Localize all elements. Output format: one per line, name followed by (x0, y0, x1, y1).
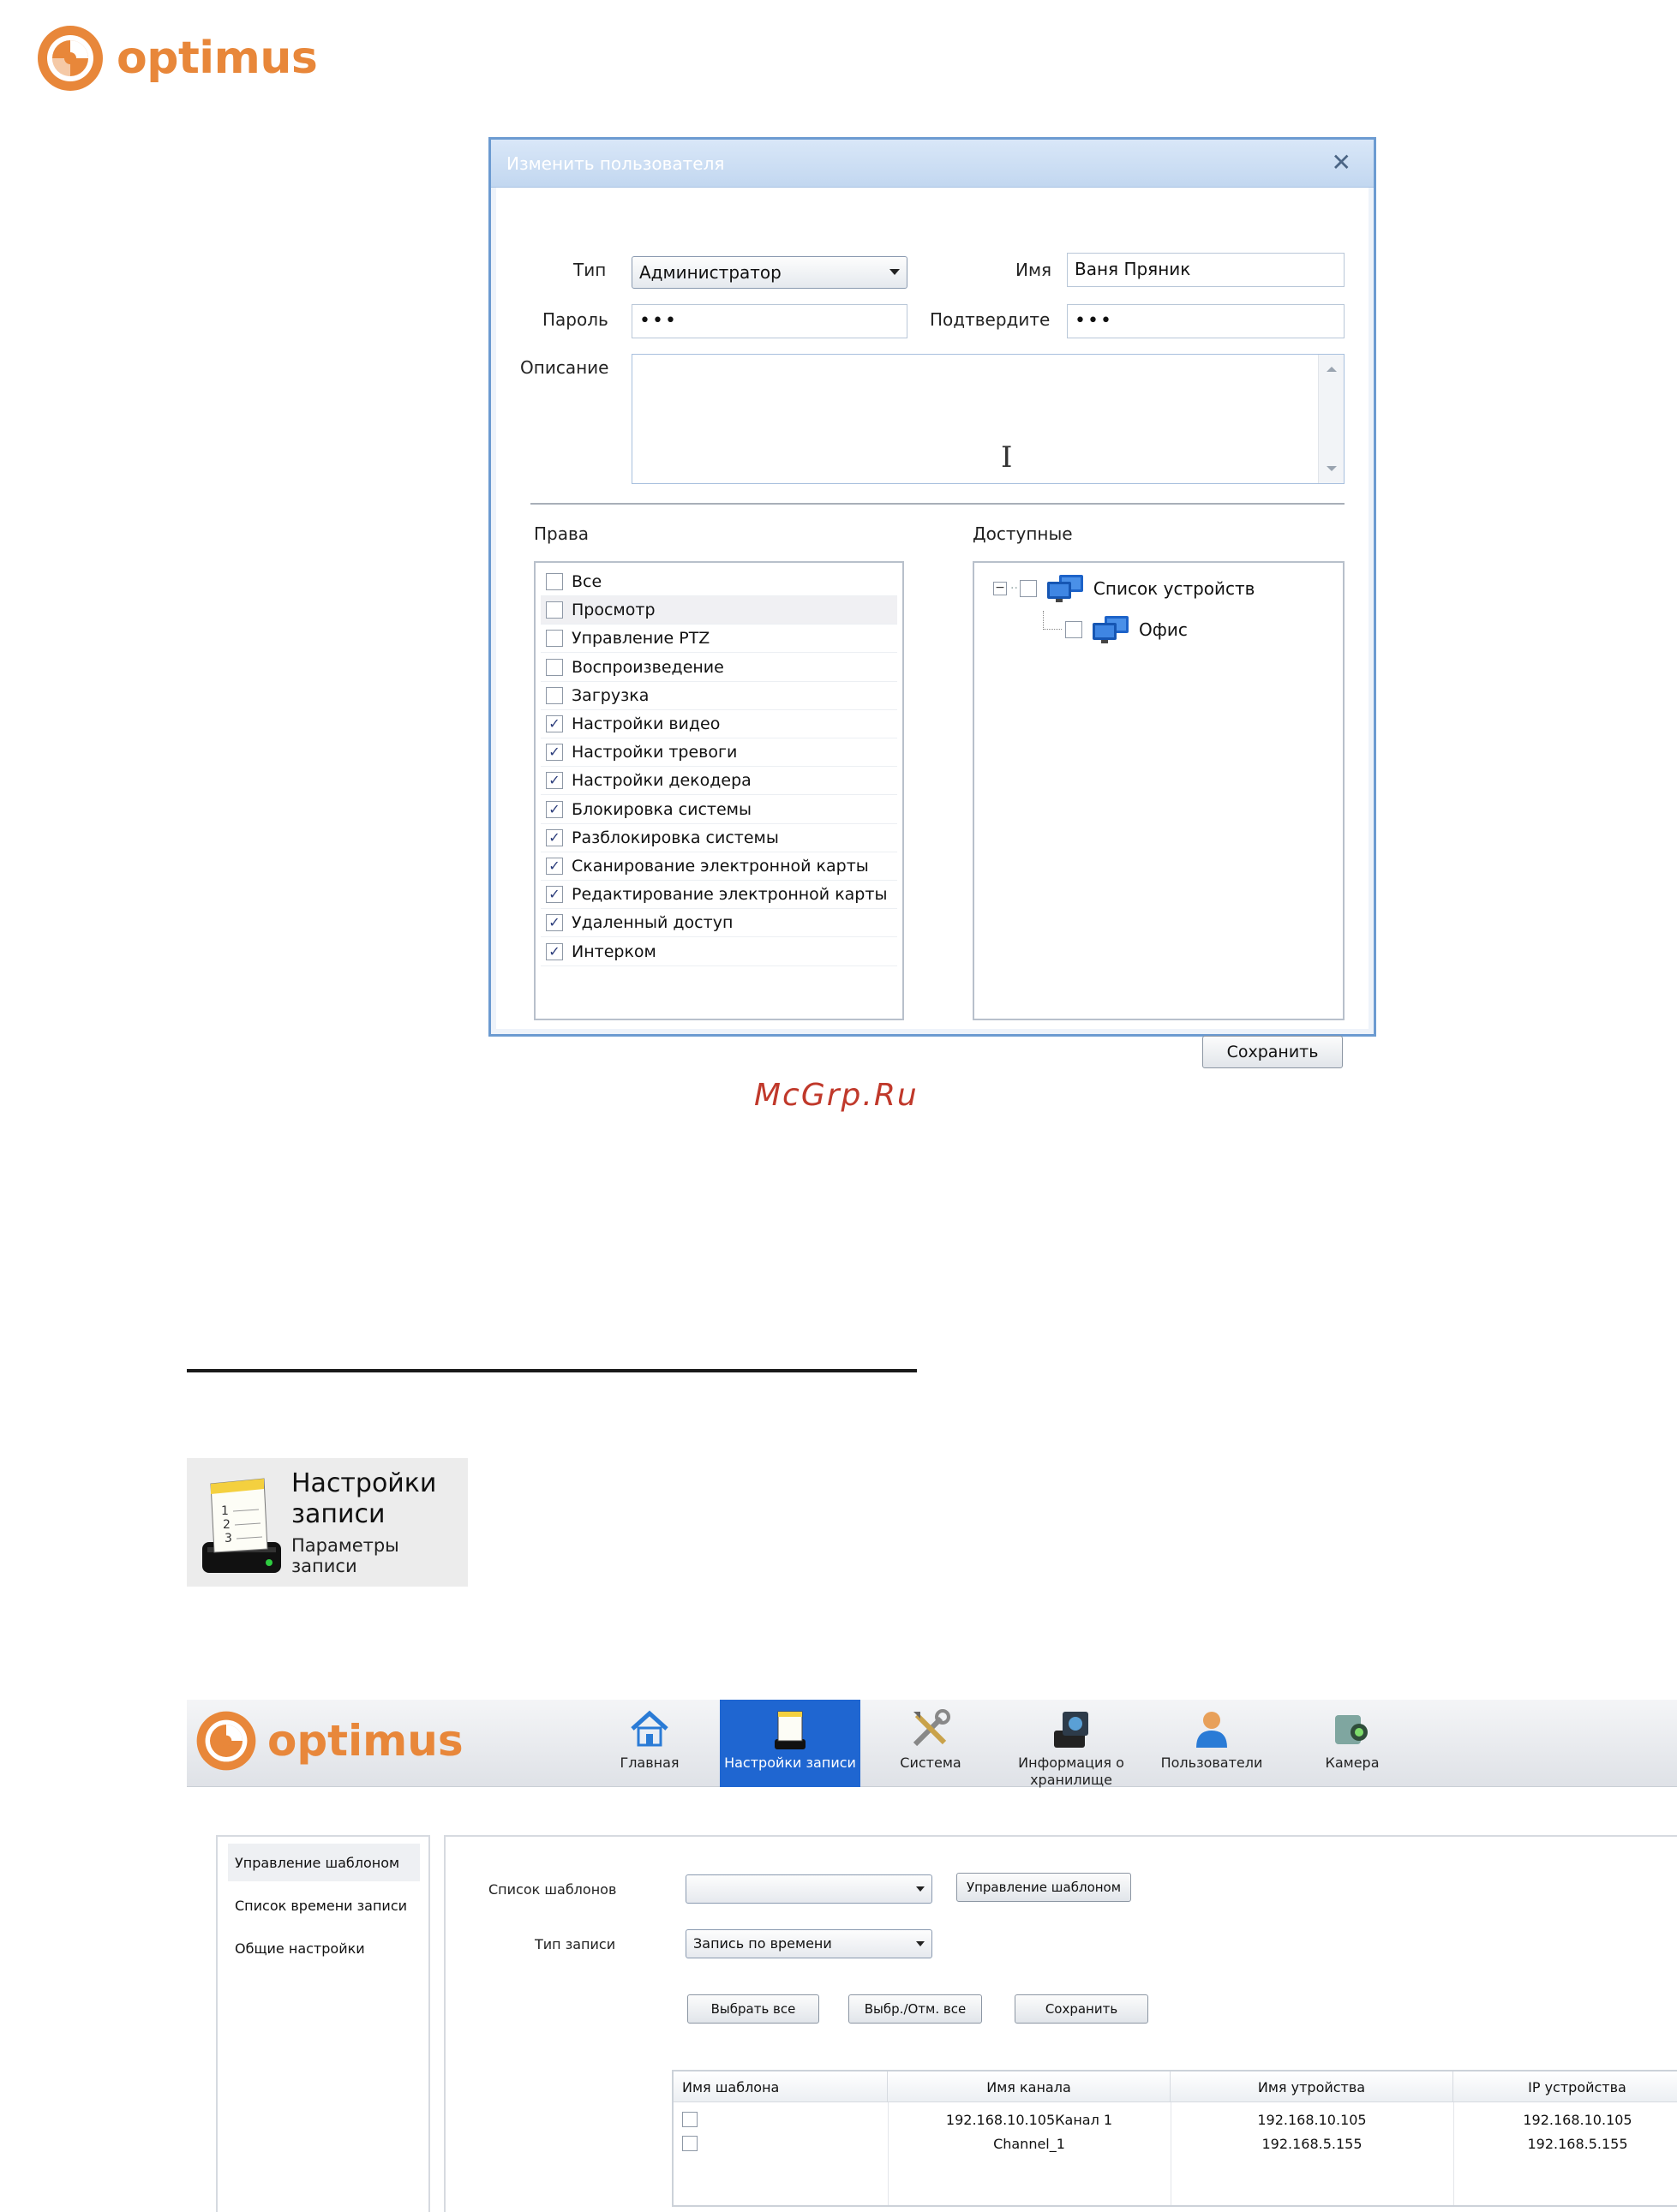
card-title-line1: Настройки (291, 1468, 437, 1498)
dialog-title: Изменить пользователя (506, 153, 725, 174)
row-device: 192.168.5.155 (1261, 2135, 1363, 2152)
permission-label: Редактирование электронной карты (572, 885, 888, 905)
recording-settings-app (187, 1700, 1677, 2212)
name-label: Имя (1015, 260, 1052, 280)
permission-checkbox[interactable]: ✓ (546, 943, 563, 960)
permission-label: Сканирование электронной карты (572, 857, 869, 876)
office-checkbox[interactable] (1065, 621, 1082, 638)
permission-item[interactable] (541, 881, 897, 909)
nav-camera-label: Камера (1325, 1755, 1380, 1771)
permissions-list[interactable] (534, 561, 904, 1020)
permission-checkbox[interactable] (546, 573, 563, 590)
permission-item[interactable] (541, 796, 897, 824)
nav-storage-info-label: Информация о хранилище (1018, 1755, 1124, 1788)
col-channel-name[interactable]: Имя канала (888, 2072, 1171, 2102)
watermark: McGrp.Ru (754, 1078, 919, 1113)
permission-item[interactable] (541, 710, 897, 738)
camera-icon (1328, 1705, 1376, 1753)
optimus-logo-icon (34, 22, 106, 94)
nav-system-label: Система (900, 1755, 961, 1771)
card-subtitle: Параметры записи (291, 1535, 399, 1576)
permission-label: Управление PTZ (572, 629, 710, 649)
permission-checkbox[interactable]: ✓ (546, 858, 563, 875)
permission-item[interactable] (541, 767, 897, 795)
save-button[interactable]: Сохранить (1202, 1036, 1343, 1068)
type-label: Тип (573, 260, 607, 280)
record-settings-icon (195, 1467, 284, 1578)
sidebar-item-template-management[interactable]: Управление шаблоном (228, 1844, 420, 1881)
scroll-up-icon[interactable] (1327, 367, 1337, 372)
permission-label: Просмотр (572, 601, 656, 620)
scroll-down-icon[interactable] (1327, 466, 1337, 471)
permission-checkbox[interactable]: ✓ (546, 801, 563, 818)
app-topbar (187, 1700, 1677, 1787)
nav-home-label: Главная (620, 1755, 680, 1771)
sidebar (216, 1835, 430, 2212)
tools-icon (907, 1705, 955, 1753)
permission-item[interactable] (541, 852, 897, 881)
dialog-titlebar[interactable] (491, 140, 1374, 188)
app-brand-name: optimus (267, 1716, 464, 1766)
permission-item[interactable] (541, 824, 897, 852)
nav-system[interactable] (860, 1700, 1001, 1787)
col-template-name[interactable]: Имя шаблона (674, 2072, 888, 2102)
template-table (672, 2070, 1677, 2207)
device-list-label: Список устройств (1093, 578, 1255, 599)
description-textarea[interactable] (632, 354, 1345, 484)
permission-label: Разблокировка системы (572, 828, 779, 847)
permission-label: Интерком (572, 942, 656, 961)
permission-checkbox[interactable]: ✓ (546, 914, 563, 931)
card-title (291, 1468, 436, 1530)
permission-item[interactable] (541, 909, 897, 937)
dialog-body (496, 188, 1369, 1061)
permission-item[interactable] (541, 682, 897, 710)
row-checkbox[interactable] (682, 2131, 698, 2155)
chevron-down-icon (916, 1941, 925, 1946)
toggle-all-button[interactable]: Выбр./Отм. все (848, 1994, 982, 2024)
name-field[interactable]: Ваня Пряник (1067, 253, 1345, 287)
app-logo (194, 1708, 464, 1773)
chevron-down-icon (889, 269, 900, 275)
col-device-ip[interactable]: IP устройства (1453, 2072, 1677, 2102)
permission-item[interactable] (541, 568, 897, 596)
permission-item[interactable] (541, 596, 897, 625)
nav-camera[interactable] (1282, 1700, 1422, 1787)
rights-label: Права (534, 523, 590, 544)
record-type-label: Тип записи (535, 1936, 616, 1952)
permission-item[interactable] (541, 654, 897, 682)
page-logo (34, 17, 317, 99)
nav-users-label: Пользователи (1160, 1755, 1263, 1771)
description-label: Описание (520, 357, 609, 378)
monitors-icon (1091, 614, 1132, 645)
permission-item[interactable] (541, 625, 897, 653)
permission-label: Все (572, 572, 602, 591)
type-select[interactable] (632, 256, 907, 289)
home-icon (626, 1705, 674, 1753)
permission-label: Загрузка (572, 685, 650, 705)
card-title-line2: записи (291, 1499, 386, 1529)
permission-label: Настройки декодера (572, 771, 752, 791)
type-select-value: Администратор (639, 262, 782, 283)
record-settings-card (187, 1458, 468, 1587)
section-divider (187, 1369, 917, 1372)
confirm-label: Подтвердите (930, 309, 1051, 330)
description-scrollbar[interactable] (1318, 355, 1344, 483)
device-tree[interactable] (973, 561, 1345, 1020)
template-list-label: Список шаблонов (488, 1881, 617, 1898)
sidebar-item-general-settings[interactable]: Общие настройки (235, 1940, 365, 1957)
permission-item[interactable] (541, 738, 897, 767)
record-type-value: Запись по времени (693, 1935, 832, 1952)
record-type-select[interactable] (686, 1929, 932, 1958)
row-ip: 192.168.10.105 (1523, 2111, 1632, 2128)
row-checkbox[interactable] (682, 2107, 698, 2131)
permission-label: Настройки тревоги (572, 743, 738, 762)
row-ip: 192.168.5.155 (1527, 2135, 1628, 2152)
chevron-down-icon (916, 1886, 925, 1892)
nav-storage-info[interactable] (1001, 1700, 1141, 1787)
col-device-name[interactable]: Имя утройства (1171, 2072, 1453, 2102)
permission-checkbox[interactable]: ✓ (546, 772, 563, 789)
table-header (674, 2072, 1677, 2102)
record-settings-icon (766, 1705, 814, 1753)
svg-text:1: 1 (221, 1504, 229, 1518)
monitors-icon (1045, 573, 1087, 604)
office-label: Офис (1139, 619, 1188, 640)
password-field[interactable]: ••• (632, 304, 907, 338)
storage-icon (1047, 1705, 1095, 1753)
close-icon[interactable]: ✕ (1331, 148, 1351, 176)
confirm-password-field[interactable]: ••• (1067, 304, 1345, 338)
permission-checkbox[interactable]: ✓ (546, 829, 563, 846)
permission-item[interactable] (541, 938, 897, 966)
device-list-checkbox[interactable] (1020, 580, 1037, 597)
edit-user-dialog (488, 137, 1376, 1061)
tree-item-device-list[interactable]: − ·· Список устройств (993, 573, 1255, 604)
text-cursor-icon: I (1001, 440, 1013, 475)
permission-checkbox[interactable]: ✓ (546, 715, 563, 732)
available-label: Доступные (973, 523, 1073, 544)
permission-label: Блокировка системы (572, 799, 752, 819)
permission-checkbox[interactable]: ✓ (546, 886, 563, 903)
user-icon (1188, 1705, 1236, 1753)
permission-label: Воспроизведение (572, 657, 724, 677)
permission-label: Удаленный доступ (572, 913, 734, 933)
table-row[interactable] (674, 2131, 1677, 2155)
permission-checkbox[interactable] (546, 601, 563, 619)
sidebar-item-record-schedule[interactable]: Список времени записи (235, 1897, 408, 1914)
table-row[interactable] (674, 2107, 1677, 2131)
divider (530, 503, 1345, 505)
select-all-button[interactable]: Выбрать все (687, 1994, 819, 2024)
tree-item-office[interactable] (1043, 614, 1188, 645)
svg-text:2: 2 (223, 1518, 231, 1532)
brand-name: optimus (117, 33, 318, 84)
svg-text:3: 3 (225, 1532, 232, 1545)
save-template-button[interactable]: Сохранить (1015, 1994, 1148, 2024)
nav-home[interactable] (579, 1700, 720, 1787)
optimus-logo-icon (194, 1708, 259, 1773)
password-label: Пароль (542, 309, 608, 330)
collapse-icon[interactable]: − (993, 582, 1007, 595)
nav-record-settings-label: Настройки записи (724, 1755, 856, 1771)
permission-checkbox[interactable] (546, 687, 563, 704)
permission-checkbox[interactable] (546, 659, 563, 676)
permission-checkbox[interactable] (546, 630, 563, 647)
row-channel: 192.168.10.105Канал 1 (945, 2111, 1113, 2128)
nav-record-settings[interactable] (720, 1700, 860, 1787)
template-list-select[interactable] (686, 1874, 932, 1904)
permission-label: Настройки видео (572, 714, 721, 733)
permission-checkbox[interactable]: ✓ (546, 744, 563, 761)
manage-template-button[interactable]: Управление шаблоном (956, 1873, 1131, 1902)
row-channel: Channel_1 (993, 2135, 1065, 2152)
row-device: 192.168.10.105 (1257, 2111, 1367, 2128)
nav-users[interactable] (1141, 1700, 1282, 1787)
